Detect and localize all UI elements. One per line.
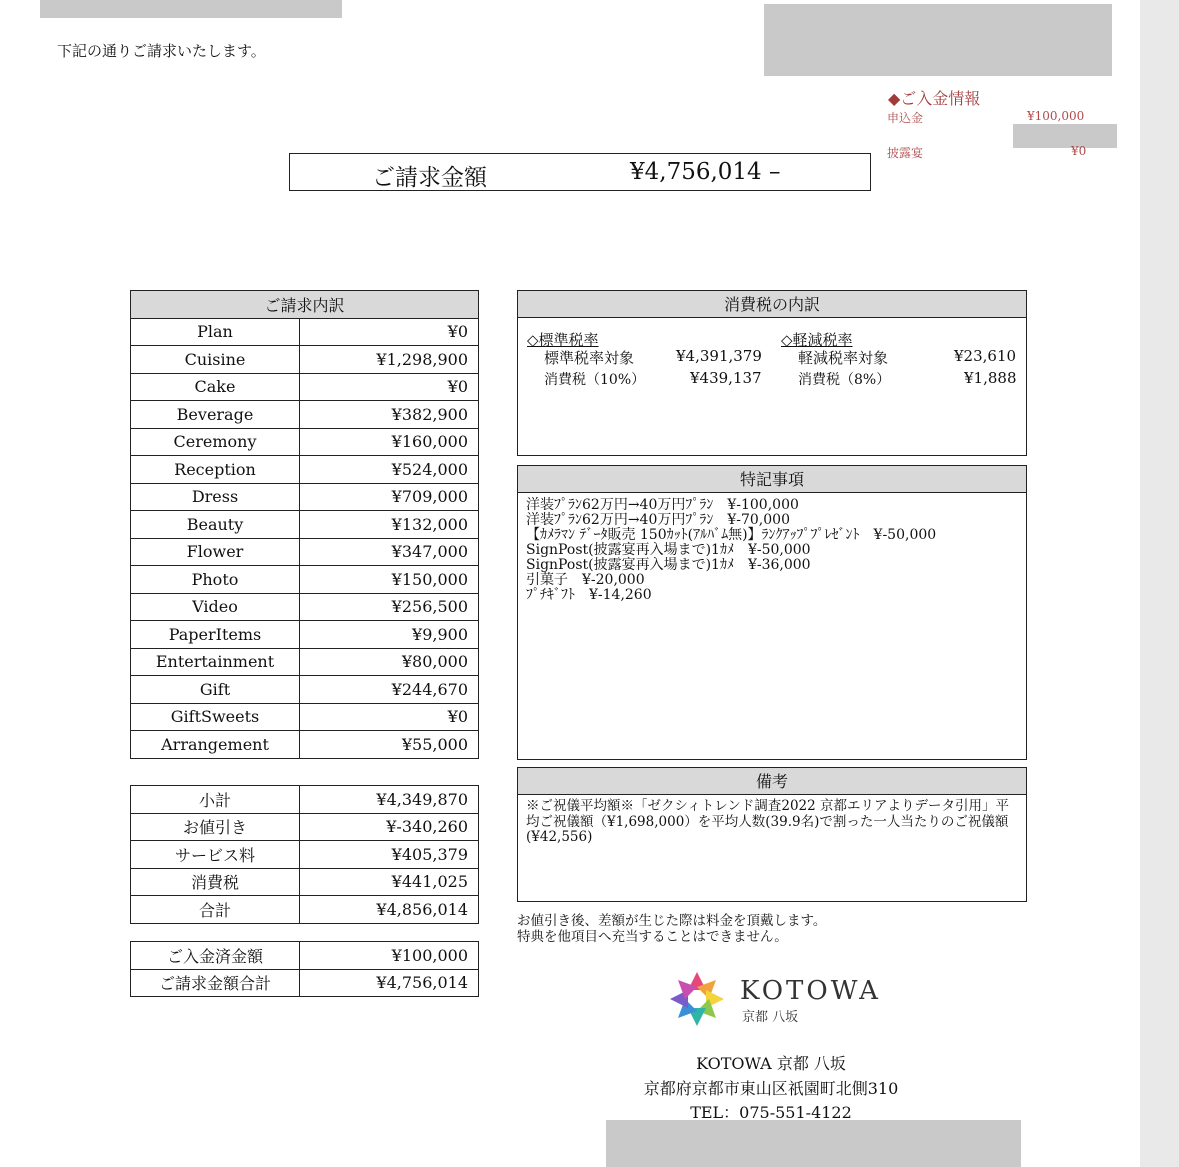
reduced-rate-title: ◇軽減税率 — [781, 331, 853, 349]
table-row — [131, 896, 479, 924]
tax-breakdown-header: 消費税の内訳 — [518, 291, 1026, 318]
row-label: Photo — [131, 566, 300, 594]
row-label: PaperItems — [131, 621, 300, 649]
remarks-header: 備考 — [518, 768, 1026, 795]
row-value: ¥100,000 — [300, 942, 479, 970]
payment-info-title: ◆ご入金情報 — [888, 89, 981, 108]
row-value: ¥4,756,014 — [300, 969, 479, 997]
special-note-line: 洋装ﾌﾟﾗﾝ62万円→40万円ﾌﾟﾗﾝ ¥-70,000 — [526, 512, 790, 528]
table-row — [131, 942, 479, 970]
special-notes-list — [518, 493, 1026, 603]
row-value: ¥4,856,014 — [300, 896, 479, 924]
remarks-text: ※ご祝儀平均額※「ゼクシィトレンド調査2022 京都エリアよりデータ引用」平均ご祝儀額（¥1,698,000）を平均人数(39.9名)で割った一人当たりのご祝儀額(¥42,556) — [526, 798, 1009, 845]
brand-sub: 京都 八坂 — [742, 1010, 799, 1025]
table-row — [131, 786, 479, 814]
table-row — [131, 346, 479, 374]
special-notes-header: 特記事項 — [518, 466, 1026, 493]
payment-info-label: 申込金 — [887, 111, 924, 125]
row-value: ¥9,900 — [300, 621, 479, 649]
table-row — [131, 648, 479, 676]
row-label: Flower — [131, 538, 300, 566]
row-label: サービス料 — [131, 841, 300, 869]
table-row — [131, 538, 479, 566]
standard-target-value: ¥4,391,379 — [676, 347, 762, 365]
total-amount-label: ご請求金額 — [372, 165, 487, 191]
row-value: ¥80,000 — [300, 648, 479, 676]
row-label: お値引き — [131, 813, 300, 841]
row-label: Dress — [131, 483, 300, 511]
row-label: Beverage — [131, 401, 300, 429]
special-note-line: 洋装ﾌﾟﾗﾝ62万円→40万円ﾌﾟﾗﾝ ¥-100,000 — [526, 497, 799, 513]
footer-note: 特典を他項目へ充当することはできません。 — [517, 929, 788, 945]
row-value: ¥441,025 — [300, 868, 479, 896]
row-value: ¥1,298,900 — [300, 346, 479, 374]
row-label: Cuisine — [131, 346, 300, 374]
row-label: Video — [131, 593, 300, 621]
row-value: ¥709,000 — [300, 483, 479, 511]
payment-info-value: ¥0 — [1071, 144, 1087, 158]
address-tel: TEL：075-551-4122 — [690, 1103, 852, 1122]
reduced-target-label: 軽減税率対象 — [798, 349, 889, 367]
table-row — [131, 703, 479, 731]
table-row — [131, 401, 479, 429]
summary-table — [130, 785, 479, 924]
row-value: ¥55,000 — [300, 731, 479, 759]
payment-info-label: 披露宴 — [887, 146, 924, 160]
row-value: ¥0 — [300, 373, 479, 401]
total-amount-box — [289, 153, 871, 191]
row-label: 消費税 — [131, 868, 300, 896]
standard-tax-value: ¥439,137 — [690, 369, 762, 387]
breakdown-table — [130, 290, 479, 759]
row-value: ¥0 — [300, 318, 479, 346]
row-label: ご請求金額合計 — [131, 969, 300, 997]
row-label: Gift — [131, 676, 300, 704]
redacted-block — [1013, 124, 1117, 148]
special-notes-box — [517, 465, 1027, 760]
special-note-line: 引菓子 ¥-20,000 — [526, 572, 645, 588]
row-value: ¥256,500 — [300, 593, 479, 621]
row-value: ¥382,900 — [300, 401, 479, 429]
row-value: ¥150,000 — [300, 566, 479, 594]
row-value: ¥347,000 — [300, 538, 479, 566]
row-value: ¥244,670 — [300, 676, 479, 704]
table-row — [131, 318, 479, 346]
reduced-tax-value: ¥1,888 — [964, 369, 1017, 387]
redacted-block — [606, 1120, 1021, 1167]
special-note-line: ﾌﾟﾁｷﾞﾌﾄ ¥-14,260 — [526, 587, 652, 603]
table-row — [131, 621, 479, 649]
row-value: ¥132,000 — [300, 511, 479, 539]
table-row — [131, 593, 479, 621]
row-label: ご入金済金額 — [131, 942, 300, 970]
table-row — [131, 428, 479, 456]
table-row — [131, 373, 479, 401]
payment-info-value: ¥100,000 — [1027, 109, 1085, 123]
intro-text: 下記の通りご請求いたします。 — [57, 42, 266, 60]
tax-breakdown-box — [517, 290, 1027, 456]
special-note-line: SignPost(披露宴再入場まで)1ｶﾒ ¥-36,000 — [526, 557, 811, 573]
standard-rate-title: ◇標準税率 — [527, 331, 599, 349]
payment-table — [130, 941, 479, 997]
remarks-box — [517, 767, 1027, 902]
row-value: ¥4,349,870 — [300, 786, 479, 814]
row-label: Ceremony — [131, 428, 300, 456]
row-label: Plan — [131, 318, 300, 346]
table-row — [131, 868, 479, 896]
table-row — [131, 813, 479, 841]
row-value: ¥0 — [300, 703, 479, 731]
table-row — [131, 676, 479, 704]
row-value: ¥160,000 — [300, 428, 479, 456]
row-label: Cake — [131, 373, 300, 401]
address-line: 京都府京都市東山区祇園町北側310 — [643, 1079, 899, 1098]
table-row — [131, 969, 479, 997]
table-row — [131, 566, 479, 594]
reduced-tax-label: 消費税（8%） — [798, 372, 891, 388]
row-label: Entertainment — [131, 648, 300, 676]
reduced-target-value: ¥23,610 — [954, 347, 1017, 365]
standard-tax-label: 消費税（10%） — [544, 372, 646, 388]
kotowa-logo-icon — [668, 970, 726, 1028]
row-label: GiftSweets — [131, 703, 300, 731]
row-label: Reception — [131, 456, 300, 484]
standard-target-label: 標準税率対象 — [544, 349, 635, 367]
special-note-line: SignPost(披露宴再入場まで)1ｶﾒ ¥-50,000 — [526, 542, 811, 558]
footer-note: お値引き後、差額が生じた際は料金を頂戴します。 — [517, 913, 827, 929]
row-label: Beauty — [131, 511, 300, 539]
total-amount-value: ¥4,756,014 – — [630, 159, 781, 185]
table-row — [131, 841, 479, 869]
brand-name: KOTOWA — [740, 976, 881, 1006]
table-row — [131, 456, 479, 484]
row-label: 合計 — [131, 896, 300, 924]
row-value: ¥-340,260 — [300, 813, 479, 841]
table-row — [131, 483, 479, 511]
address-name: KOTOWA 京都 八坂 — [696, 1054, 846, 1073]
redacted-block — [40, 0, 342, 18]
table-row — [131, 731, 479, 759]
row-value: ¥524,000 — [300, 456, 479, 484]
redacted-block — [764, 4, 1112, 76]
table-row — [131, 511, 479, 539]
row-label: 小計 — [131, 786, 300, 814]
breakdown-header: ご請求内訳 — [131, 291, 479, 319]
row-label: Arrangement — [131, 731, 300, 759]
row-value: ¥405,379 — [300, 841, 479, 869]
special-note-line: 【ｶﾒﾗﾏﾝ ﾃﾞｰﾀ販売 150ｶｯﾄ(ｱﾙﾊﾞﾑ無)】ﾗﾝｸｱｯﾌﾟﾌﾟﾚｾﾞﾝﾄ ¥-50,000 — [526, 527, 937, 543]
